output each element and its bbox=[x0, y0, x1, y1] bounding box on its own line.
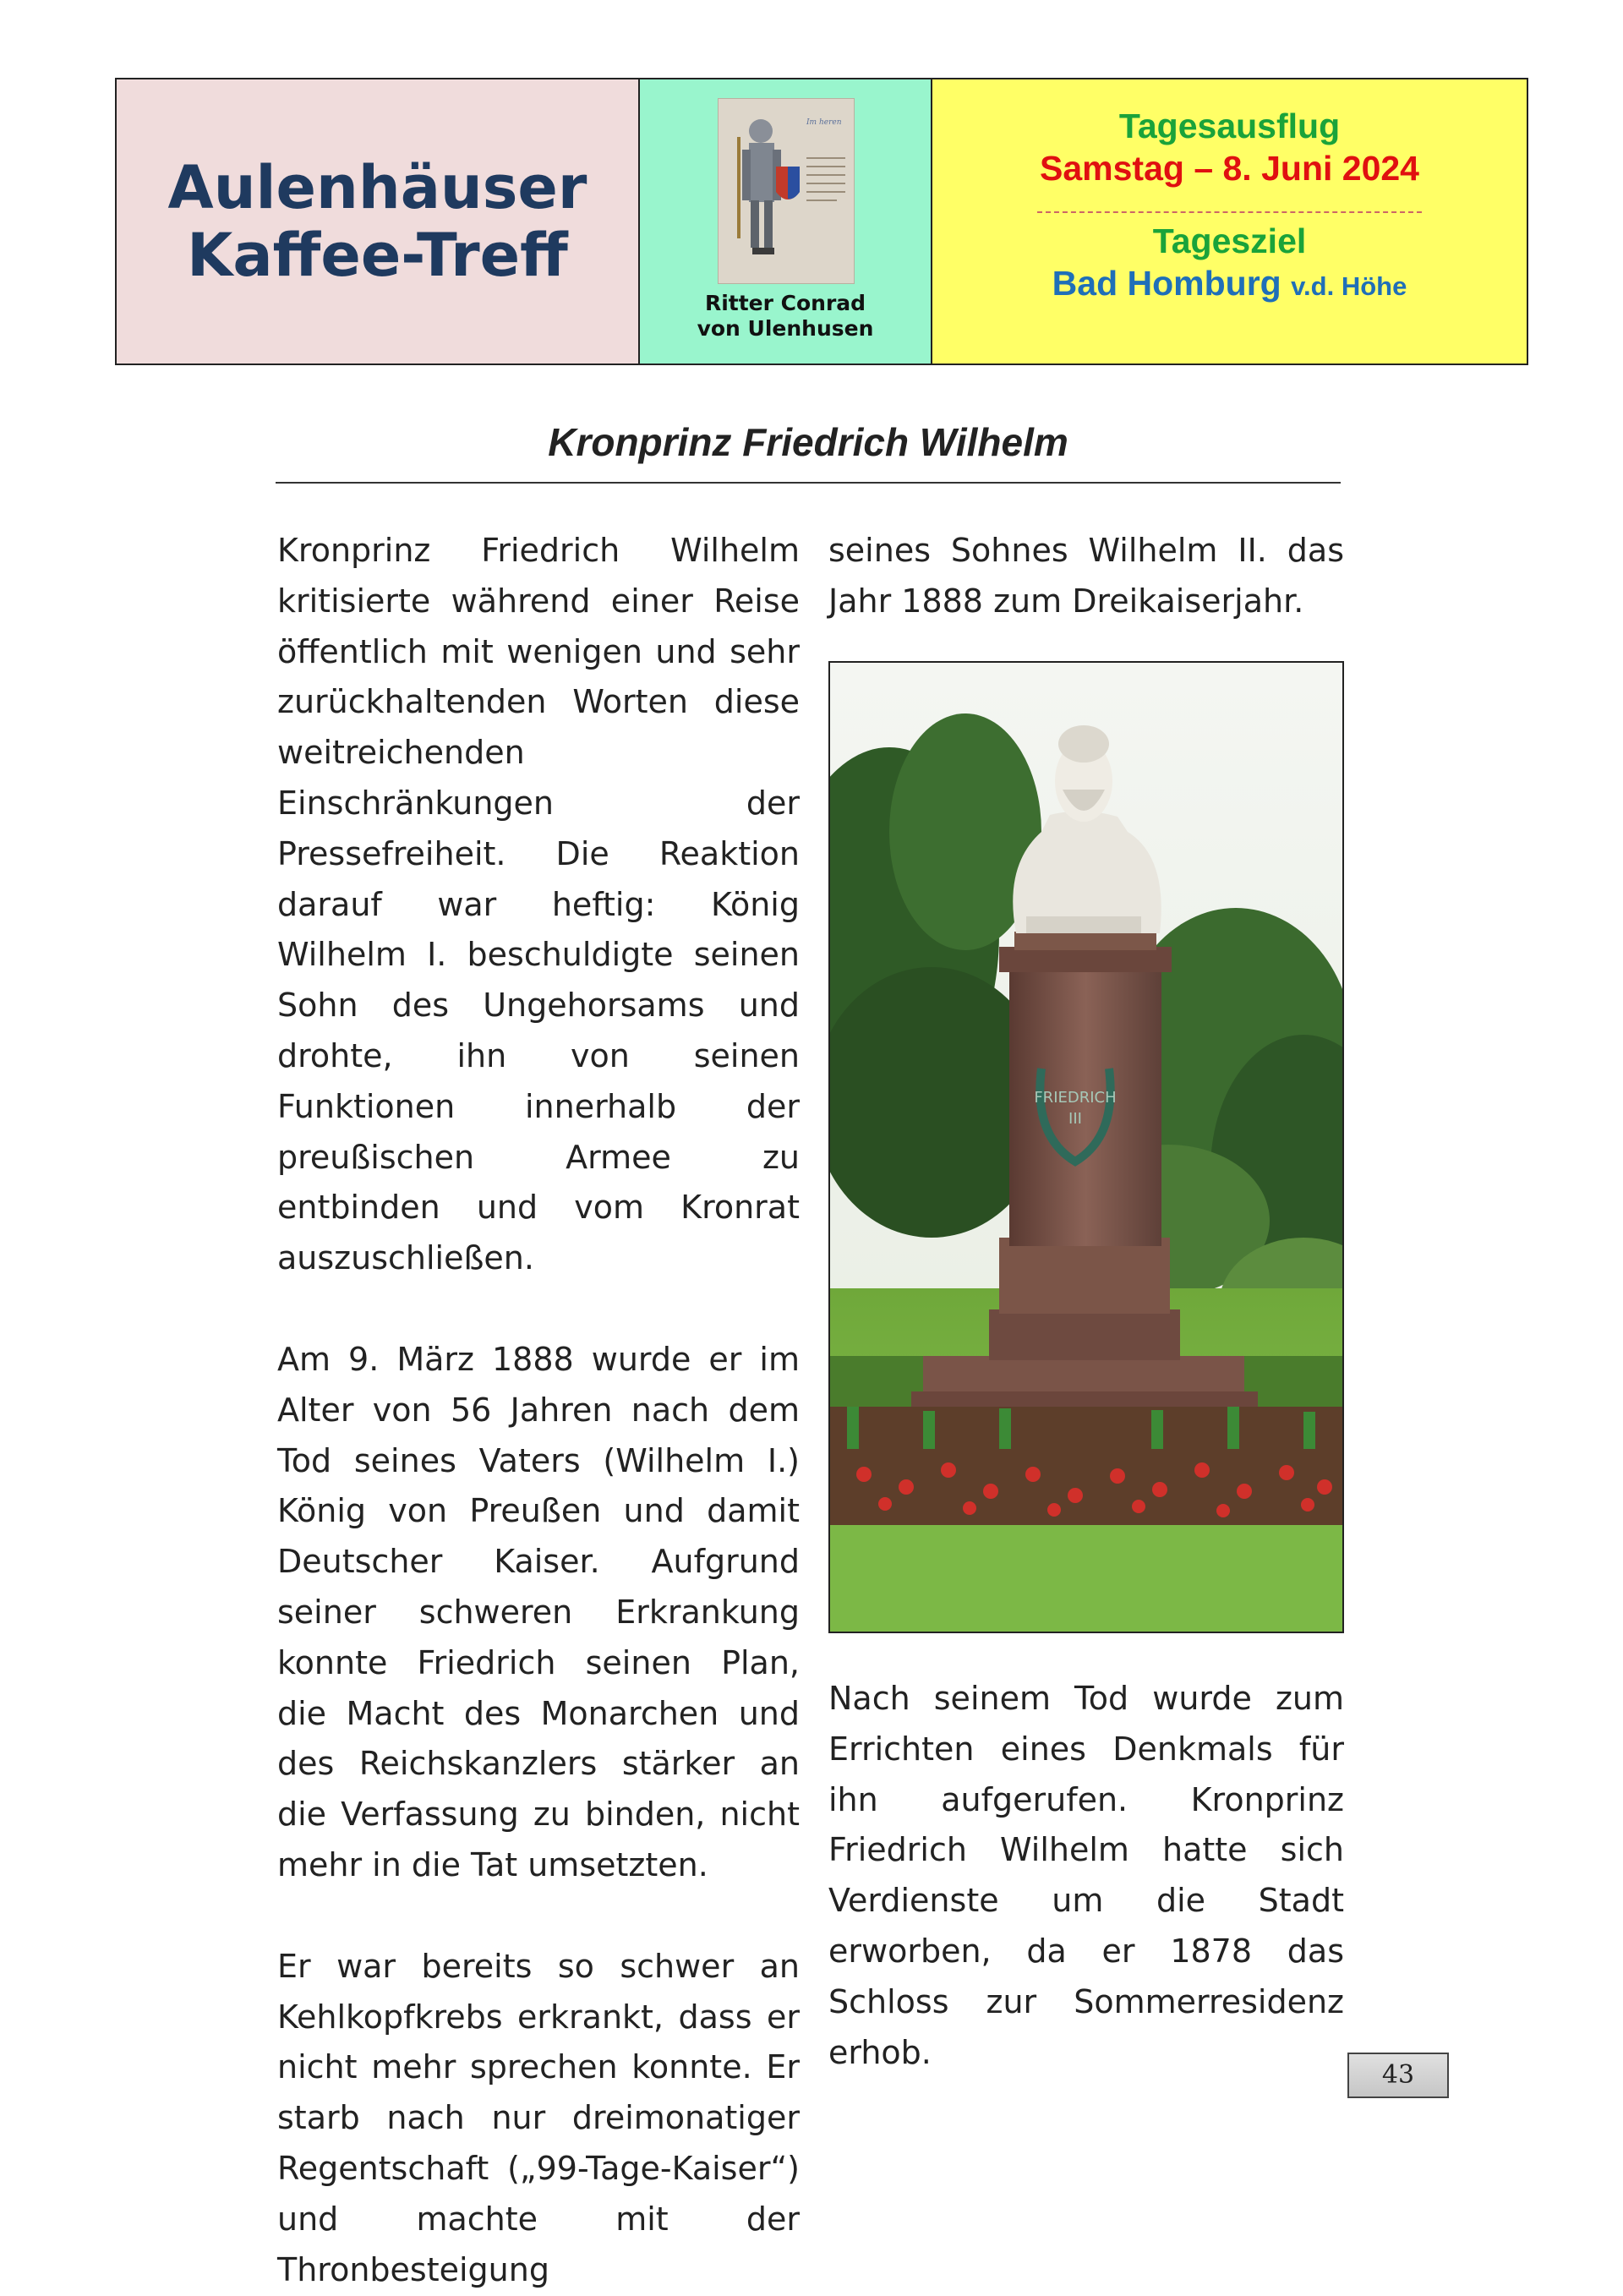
destination-suffix: v.d. Höhe bbox=[1291, 271, 1407, 301]
event-divider bbox=[1037, 211, 1422, 213]
left-paragraph-2: Am 9. März 1888 wurde er im Alter von 56 Jahren nach dem Tod seines Vaters (Wilhelm I.) König von Preußen und damit Deutscher Kaiser. Aufgrund seiner schweren Erkrankung konnte Friedrich seinen Plan, die Macht des Monarchen und des Reichskanzlers stärker an die Verfassung zu binden, nicht mehr in die Tat umsetzten. bbox=[277, 1340, 800, 1883]
knight-crest-image bbox=[718, 98, 855, 284]
crest-box bbox=[640, 79, 932, 364]
article-title: Kronprinz Friedrich Wilhelm bbox=[548, 420, 1068, 464]
event-date: Samstag – 8. Juni 2024 bbox=[1040, 149, 1419, 188]
destination bbox=[932, 264, 1527, 303]
left-column bbox=[277, 526, 800, 2295]
club-title-box bbox=[117, 79, 640, 364]
svg-text:Im heren: Im heren bbox=[806, 118, 842, 127]
left-paragraph-3: Er war bereits so schwer an Kehlkopfkrebs erkrankt, dass er nicht mehr sprechen konnte. Er starb nach nur dreimonatiger Regentschaft („99-Tage-Kaiser“) und machte mit der Thronbesteigung bbox=[277, 1947, 800, 2288]
right-column-bottom bbox=[828, 1674, 1344, 2078]
title-rule bbox=[276, 482, 1341, 484]
right-paragraph-1: seines Sohnes Wilhelm II. das Jahr 1888 zum Dreikaiserjahr. bbox=[828, 532, 1344, 620]
club-title-line1: Aulenhäuser bbox=[167, 153, 587, 222]
destination-city: Bad Homburg bbox=[1052, 264, 1281, 303]
event-info-box bbox=[932, 79, 1527, 364]
newsletter-header bbox=[115, 78, 1528, 365]
crest-caption bbox=[640, 291, 931, 342]
destination-label: Tagesziel bbox=[1152, 221, 1307, 260]
monument-photo bbox=[828, 661, 1344, 1633]
event-label: Tagesausflug bbox=[1118, 107, 1341, 145]
page-number: 43 bbox=[1347, 2053, 1449, 2098]
crest-caption-line2: von Ulenhusen bbox=[697, 316, 874, 341]
right-paragraph-2: Nach seinem Tod wurde zum Errichten eines Denkmals für ihn aufgerufen. Kronprinz Friedrich Wilhelm hatte sich Verdienste um die Stadt erworben, da er 1878 das Schloss zur Sommerresidenz erhob. bbox=[828, 1680, 1344, 2071]
crest-caption-line1: Ritter Conrad bbox=[704, 291, 866, 315]
left-paragraph-1: Kronprinz Friedrich Wilhelm kritisierte während einer Reise öffentlich mit wenigen und sehr zurückhaltenden Worten diese weitreichenden Einschränkungen der Pressefreiheit. Die Reaktion darauf war heftig: König Wilhelm I. beschuldigte seinen Sohn des Ungehorsams und drohte, ihn von seinen Funktionen innerhalb der preußischen Armee zu entbinden und vom Kronrat auszuschließen. bbox=[277, 532, 800, 1277]
monument-inscription-line2: III bbox=[1068, 1110, 1082, 1128]
monument-inscription-line1: FRIEDRICH bbox=[1034, 1089, 1117, 1107]
right-column-top bbox=[828, 526, 1344, 627]
club-title-line2: Kaffee-Treff bbox=[187, 221, 568, 290]
